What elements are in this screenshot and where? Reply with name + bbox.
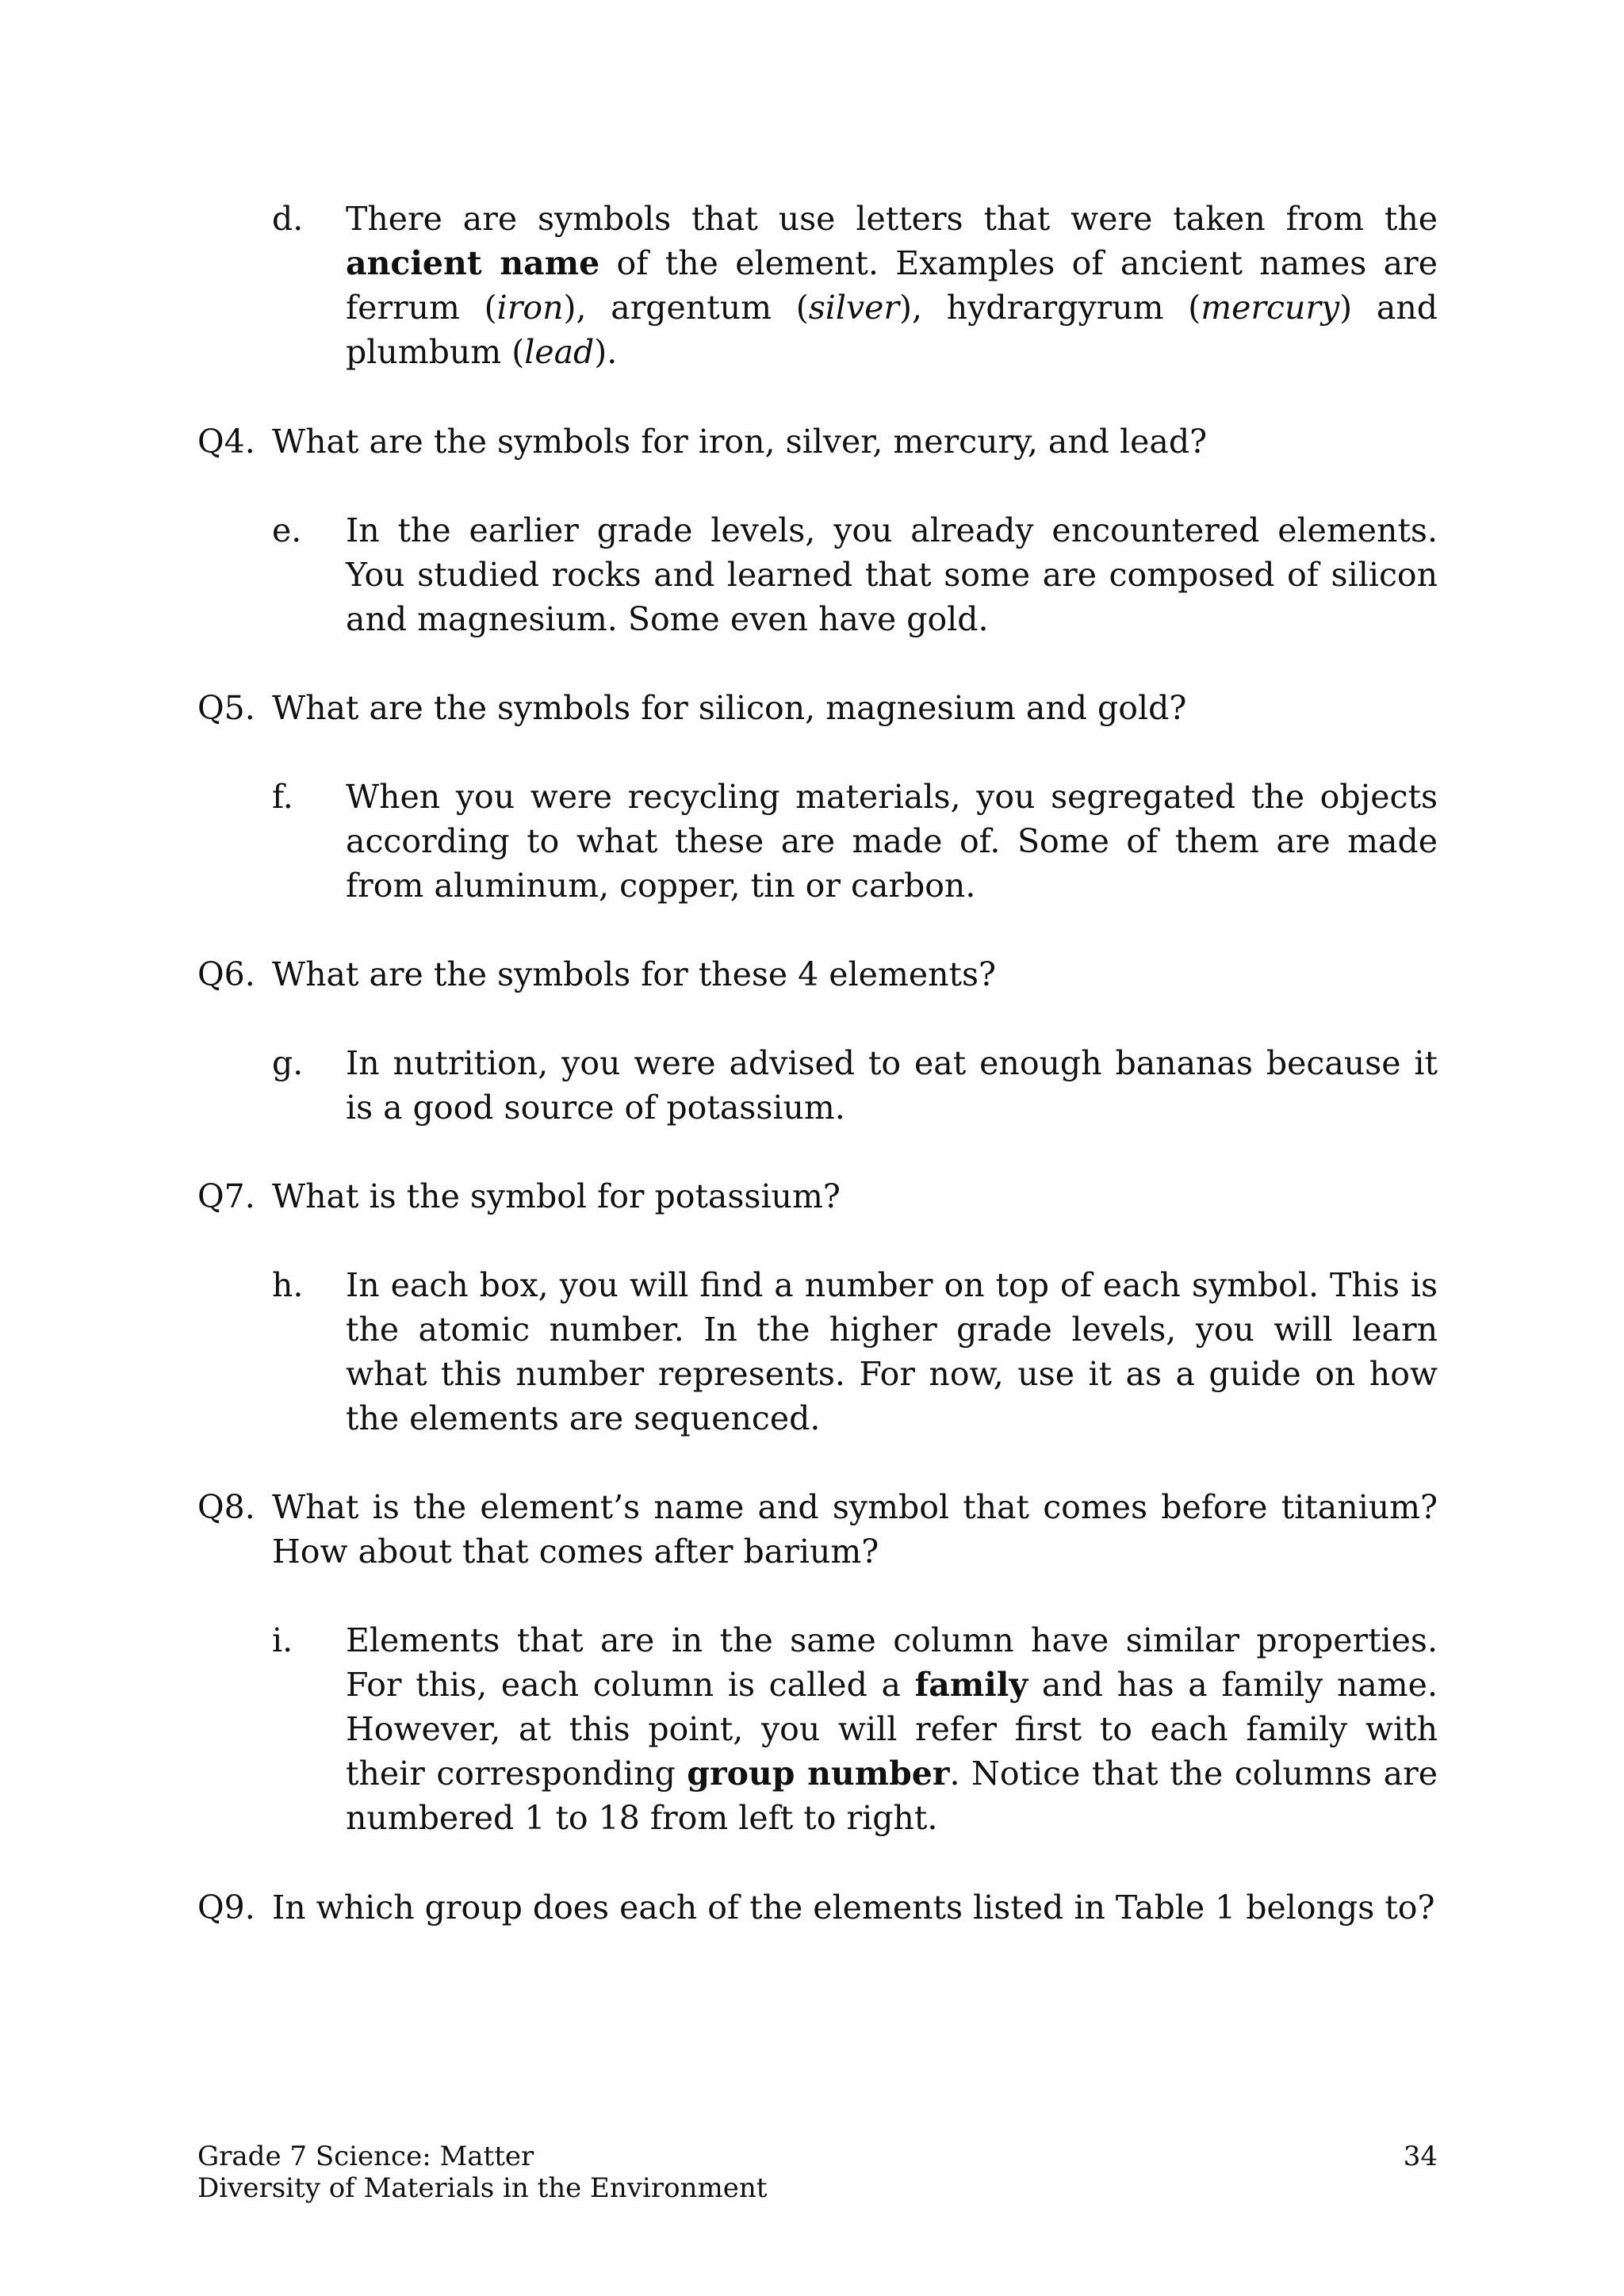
list-item-g	[272, 1041, 1438, 1130]
question-q5	[197, 686, 1438, 730]
list-item-e	[272, 508, 1438, 641]
italic-term: iron	[496, 289, 564, 327]
bold-term: ancient name	[346, 244, 600, 282]
list-item-d	[272, 197, 1438, 374]
question-text: What are the symbols for iron, silver, mercury, and lead?	[272, 423, 1208, 461]
question-q6	[197, 952, 1438, 997]
question-marker: Q5.	[197, 689, 255, 727]
question-marker: Q7.	[197, 1177, 255, 1215]
question-marker: Q9.	[197, 1888, 255, 1927]
item-text: Elements that are in the same column have similar properties. For this, each column is called a family and has a family name. However, at this point, you will refer first to each family with their corresponding group number. Notice that the columns are numbered 1 to 18 from left to right.	[346, 1621, 1438, 1837]
item-text: In each box, you will find a number on top of each symbol. This is the atomic number. In the higher grade levels, you will learn what this number represents. For now, use it as a guide on how the elements are sequenced.	[346, 1266, 1438, 1437]
bold-term: group number	[687, 1755, 950, 1793]
footer-line-1: Grade 7 Science: Matter	[197, 2141, 534, 2172]
item-marker: g.	[272, 1044, 304, 1082]
question-marker: Q6.	[197, 955, 255, 993]
item-text: In nutrition, you were advised to eat enough bananas because it is a good source of potassium.	[346, 1044, 1438, 1127]
item-marker: i.	[272, 1621, 293, 1659]
italic-term: silver	[808, 289, 900, 327]
list-item-f	[272, 775, 1438, 908]
question-text: What is the element’s name and symbol that comes before titanium? How about that comes after barium?	[272, 1488, 1438, 1571]
question-q8	[197, 1485, 1438, 1574]
bold-term: family	[914, 1666, 1028, 1704]
item-text: In the earlier grade levels, you already encountered elements. You studied rocks and learned that some are composed of silicon and magnesium. Some even have gold.	[346, 511, 1438, 638]
item-text: There are symbols that use letters that were taken from the ancient name of the element. Examples of ancient names are ferrum (iron), argentum (silver), hydrargyrum (mercury) and plumbum (lead).	[346, 200, 1438, 371]
page-number: 34	[1403, 2141, 1438, 2172]
item-marker: d.	[272, 200, 304, 238]
item-marker: e.	[272, 511, 302, 549]
footer-course-info	[197, 2141, 767, 2204]
question-q4	[197, 419, 1438, 464]
italic-term: mercury	[1201, 289, 1340, 327]
question-text: What are the symbols for these 4 elements?	[272, 955, 996, 993]
question-q7	[197, 1174, 1438, 1219]
question-q9	[197, 1885, 1438, 1930]
italic-term: lead	[524, 333, 595, 371]
list-item-i	[272, 1618, 1438, 1840]
item-marker: h.	[272, 1266, 304, 1304]
footer-line-2: Diversity of Materials in the Environment	[197, 2172, 768, 2204]
question-marker: Q8.	[197, 1488, 255, 1526]
question-marker: Q4.	[197, 423, 255, 461]
item-marker: f.	[272, 778, 293, 816]
question-text: What is the symbol for potassium?	[272, 1177, 841, 1215]
item-text: When you were recycling materials, you segregated the objects according to what these are made of. Some of them are made from aluminum, copper, tin or carbon.	[346, 778, 1438, 905]
question-text: What are the symbols for silicon, magnesium and gold?	[272, 689, 1187, 727]
list-item-h	[272, 1263, 1438, 1441]
question-text: In which group does each of the elements listed in Table 1 belongs to?	[272, 1888, 1435, 1927]
